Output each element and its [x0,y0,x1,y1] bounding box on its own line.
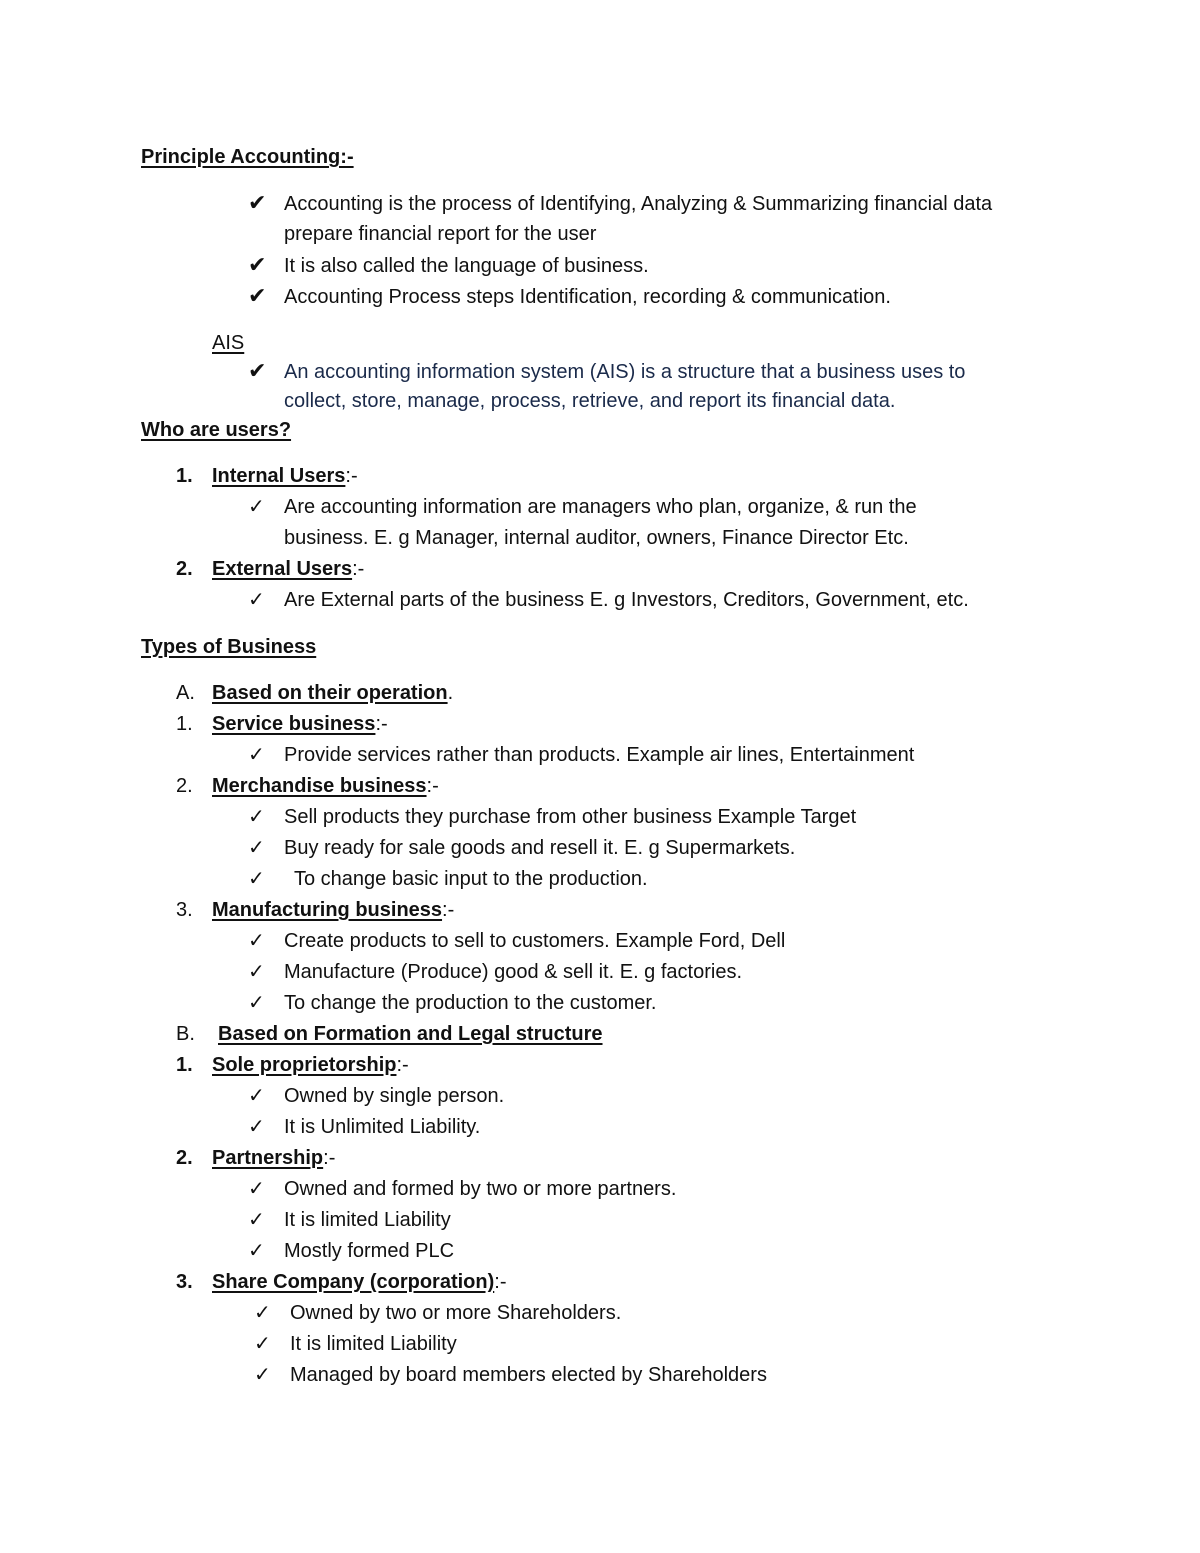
service-business-item: 1. Service business:- [176,713,388,735]
check-icon: ✓ [248,930,265,952]
list-item: ✓ Are accounting information are managers who plan, organize, & run the [248,496,917,518]
list-item: ✓ It is Unlimited Liability. [248,1116,481,1138]
check-icon: ✓ [248,806,265,828]
list-item: ✓ Managed by board members elected by Shareholders [254,1364,767,1386]
types-heading: Types of Business [141,636,317,658]
list-item: ✓ Owned and formed by two or more partners. [248,1178,677,1200]
check-icon: ✓ [248,837,265,859]
list-item: ✔ It is also called the language of business. [248,252,649,277]
section-b: B. Based on Formation and Legal structure [176,1023,603,1045]
check-icon: ✔ [248,358,267,383]
list-item: ✓ It is limited Liability [254,1333,457,1355]
list-item-continuation: prepare financial report for the user [284,223,597,245]
check-icon: ✔ [248,190,267,215]
check-icon: ✓ [248,1209,265,1231]
list-item: ✓ Owned by single person. [248,1085,505,1107]
list-item: ✔ An accounting information system (AIS) is a structure that a business uses to [248,358,966,383]
list-item: ✓ It is limited Liability [248,1209,451,1231]
check-icon: ✓ [248,744,265,766]
list-item: ✓ Create products to sell to customers. Example Ford, Dell [248,930,786,952]
list-item: ✓ Buy ready for sale goods and resell it. E. g Supermarkets. [248,837,796,859]
internal-users-item: 1. Internal Users:- [176,465,358,487]
external-users-item: 2. External Users:- [176,558,365,580]
check-icon: ✓ [254,1333,271,1355]
list-item: ✓ Provide services rather than products. Example air lines, Entertainment [248,744,915,766]
share-company-item: 3. Share Company (corporation):- [176,1271,507,1293]
list-item: ✓ To change the production to the customer. [248,992,657,1014]
list-item-continuation: collect, store, manage, process, retrieve, and report its financial data. [284,390,896,412]
check-icon: ✓ [248,1116,265,1138]
list-item: ✔ Accounting Process steps Identification, recording & communication. [248,283,891,308]
check-icon: ✓ [248,961,265,983]
list-item: ✓ Mostly formed PLC [248,1240,455,1262]
check-icon: ✓ [248,496,265,518]
partnership-item: 2. Partnership:- [176,1147,336,1169]
check-icon: ✔ [248,283,267,308]
manufacturing-business-item: 3. Manufacturing business:- [176,899,455,921]
list-item: ✓ To change basic input to the production. [248,868,648,890]
check-icon: ✓ [248,1240,265,1262]
ais-heading: AIS [212,332,245,354]
check-icon: ✓ [248,868,265,890]
sole-proprietorship-item: 1. Sole proprietorship:- [176,1054,409,1076]
check-icon: ✓ [248,1178,265,1200]
list-item: ✓ Manufacture (Produce) good & sell it. E. g factories. [248,961,742,983]
list-item-continuation: business. E. g Manager, internal auditor, owners, Finance Director Etc. [284,527,909,549]
list-item: ✓ Sell products they purchase from other business Example Target [248,806,857,828]
list-item: ✓ Are External parts of the business E. g Investors, Creditors, Government, etc. [248,589,969,611]
check-icon: ✓ [248,589,265,611]
check-icon: ✓ [254,1302,271,1324]
section-a: A. Based on their operation. [176,682,454,704]
check-icon: ✓ [248,992,265,1014]
list-item: ✔ Accounting is the process of Identifying, Analyzing & Summarizing financial data [248,190,993,215]
check-icon: ✓ [248,1085,265,1107]
users-heading: Who are users? [141,419,292,441]
merchandise-business-item: 2. Merchandise business:- [176,775,439,797]
list-item: ✓ Owned by two or more Shareholders. [254,1302,622,1324]
check-icon: ✓ [254,1364,271,1386]
page-title: Principle Accounting:- [141,146,354,168]
check-icon: ✔ [248,252,267,277]
